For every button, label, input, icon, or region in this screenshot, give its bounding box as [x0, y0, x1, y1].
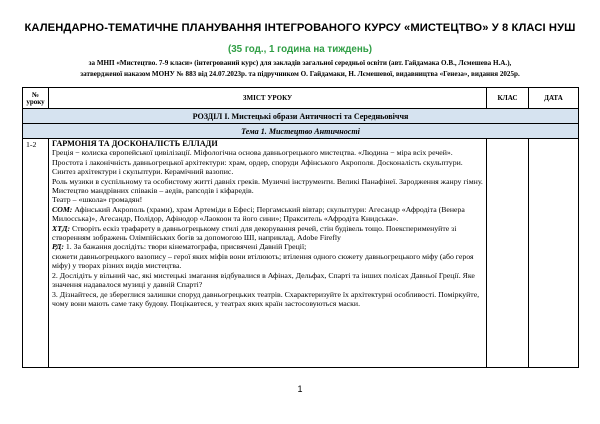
- lesson-paragraph-3: Театр – «школа» громадян!: [52, 195, 143, 205]
- som-text: Афінський Акрополь (храми), храм Артеміди в Ефесі; Пергамський вівтар; скульптури: Агесандр «Афродіта (Венера Милосська)», Агесандр, Полідор, Афінодор «Лаокоон та його сини»; Пракситель «Афродіта Книдська».: [52, 204, 465, 224]
- theme-title: Тема 1. Мистецтво Античності: [23, 124, 579, 139]
- table-header-row: [23, 88, 579, 109]
- header-class: КЛАС: [487, 88, 529, 109]
- htd-text: Створіть ескіз трафарету в давньогрецькому стилі для декорування речей, стін будівель тощо. Поексперименуйте зі створенням зображень Олімпійських богів за допомогою ШІ, наприклад, Adobe Firefly: [52, 223, 457, 243]
- htd-label: ХТД:: [52, 223, 71, 233]
- meta-line-2: затвердженої наказом МОНУ № 883 від 24.07.2023р. та підручником О. Гайдамаки, Н. Лємешевої, видавництва «Генеза», видання 2025р.: [80, 70, 520, 78]
- lesson-content: [49, 139, 487, 368]
- htd-block: [52, 224, 483, 243]
- document-subtitle: (35 год., 1 година на тиждень): [227, 44, 373, 55]
- planning-table: [22, 87, 579, 368]
- lesson-paragraph-2: Роль музики в суспільному та особистому житті давніх греків. Музичні інструменти. Великі Панафінеї. Зародження жанру гімну. Мистецтво мандрівних співаків – аедів, рапсодів і кіфаредів.: [52, 176, 483, 196]
- header-lesson-number: № уроку: [23, 88, 49, 109]
- page-number: 1: [297, 384, 303, 394]
- header-date: ДАТА: [529, 88, 579, 109]
- rd-item-1: 1. За бажання дослідіть: твори кінематографа, присвячені Давній Греції;: [63, 242, 307, 252]
- document-meta: [40, 58, 560, 80]
- rd-label: РД:: [52, 242, 64, 252]
- lesson-paragraph-1: Греція − колиска європейської цивілізації. Міфологічна основа давньогрецького мистецтва. «Людина − міра всіх речей». Простота і лаконічність давньогрецької архітектури: храм, ордер, споруди Афінського Акрополя. Досконалість скульптури. Синтез архітектури і скульптури. Керамічний вазопис.: [52, 148, 463, 177]
- rd-block: [52, 242, 483, 251]
- section-title: РОЗДІЛ І. Мистецькі образи Античності та Середньовіччя: [23, 109, 579, 124]
- theme-row: [23, 124, 579, 139]
- lesson-class-cell[interactable]: [487, 139, 529, 368]
- som-label: СОМ:: [52, 204, 73, 214]
- meta-line-1: за МНП «Мистецтво. 7-9 класи» (інтегрований курс) для закладів загальної середньої освіти (авт. Гайдамака О.В., Лємешева Н.А.),: [88, 59, 512, 67]
- rd-item-2: 2. Дослідіть у вільний час, які мистецькі змагання відбувалися в Афінах, Дельфах, Спарті та інших полісах Давньої Греції. Яке значення надавалося музиці у давній Спарті?: [52, 270, 475, 290]
- lesson-date-cell[interactable]: [529, 139, 579, 368]
- rd-item-1b: сюжети давньогрецького вазопису – герої яких міфів вони втілюють; втілення одного сюжету давньогрецького міфу (або героя міфу) у творах різних видів мистецтва.: [52, 251, 474, 271]
- lesson-title: ГАРМОНІЯ ТА ДОСКОНАЛІСТЬ ЕЛЛАДИ: [52, 139, 218, 148]
- document-title: КАЛЕНДАРНО-ТЕМАТИЧНЕ ПЛАНУВАННЯ ІНТЕГРОВАНОГО КУРСУ «МИСТЕЦТВО» У 8 КЛАСІ НУШ: [24, 22, 576, 34]
- section-row: [23, 109, 579, 124]
- som-block: [52, 205, 483, 224]
- rd-item-3: 3. Дізнайтеся, де збереглися залишки споруд давньогрецьких театрів. Схарактеризуйте їх архітектурні особливості. Поміркуйте, чому вони мають саме таку будову. Поцікавтеся, у театрах яких країн застосовуються маски.: [52, 289, 480, 308]
- lesson-number: 1-2: [23, 139, 49, 368]
- header-lesson-content: ЗМІСТ УРОКУ: [49, 88, 487, 109]
- table-row: [23, 139, 579, 368]
